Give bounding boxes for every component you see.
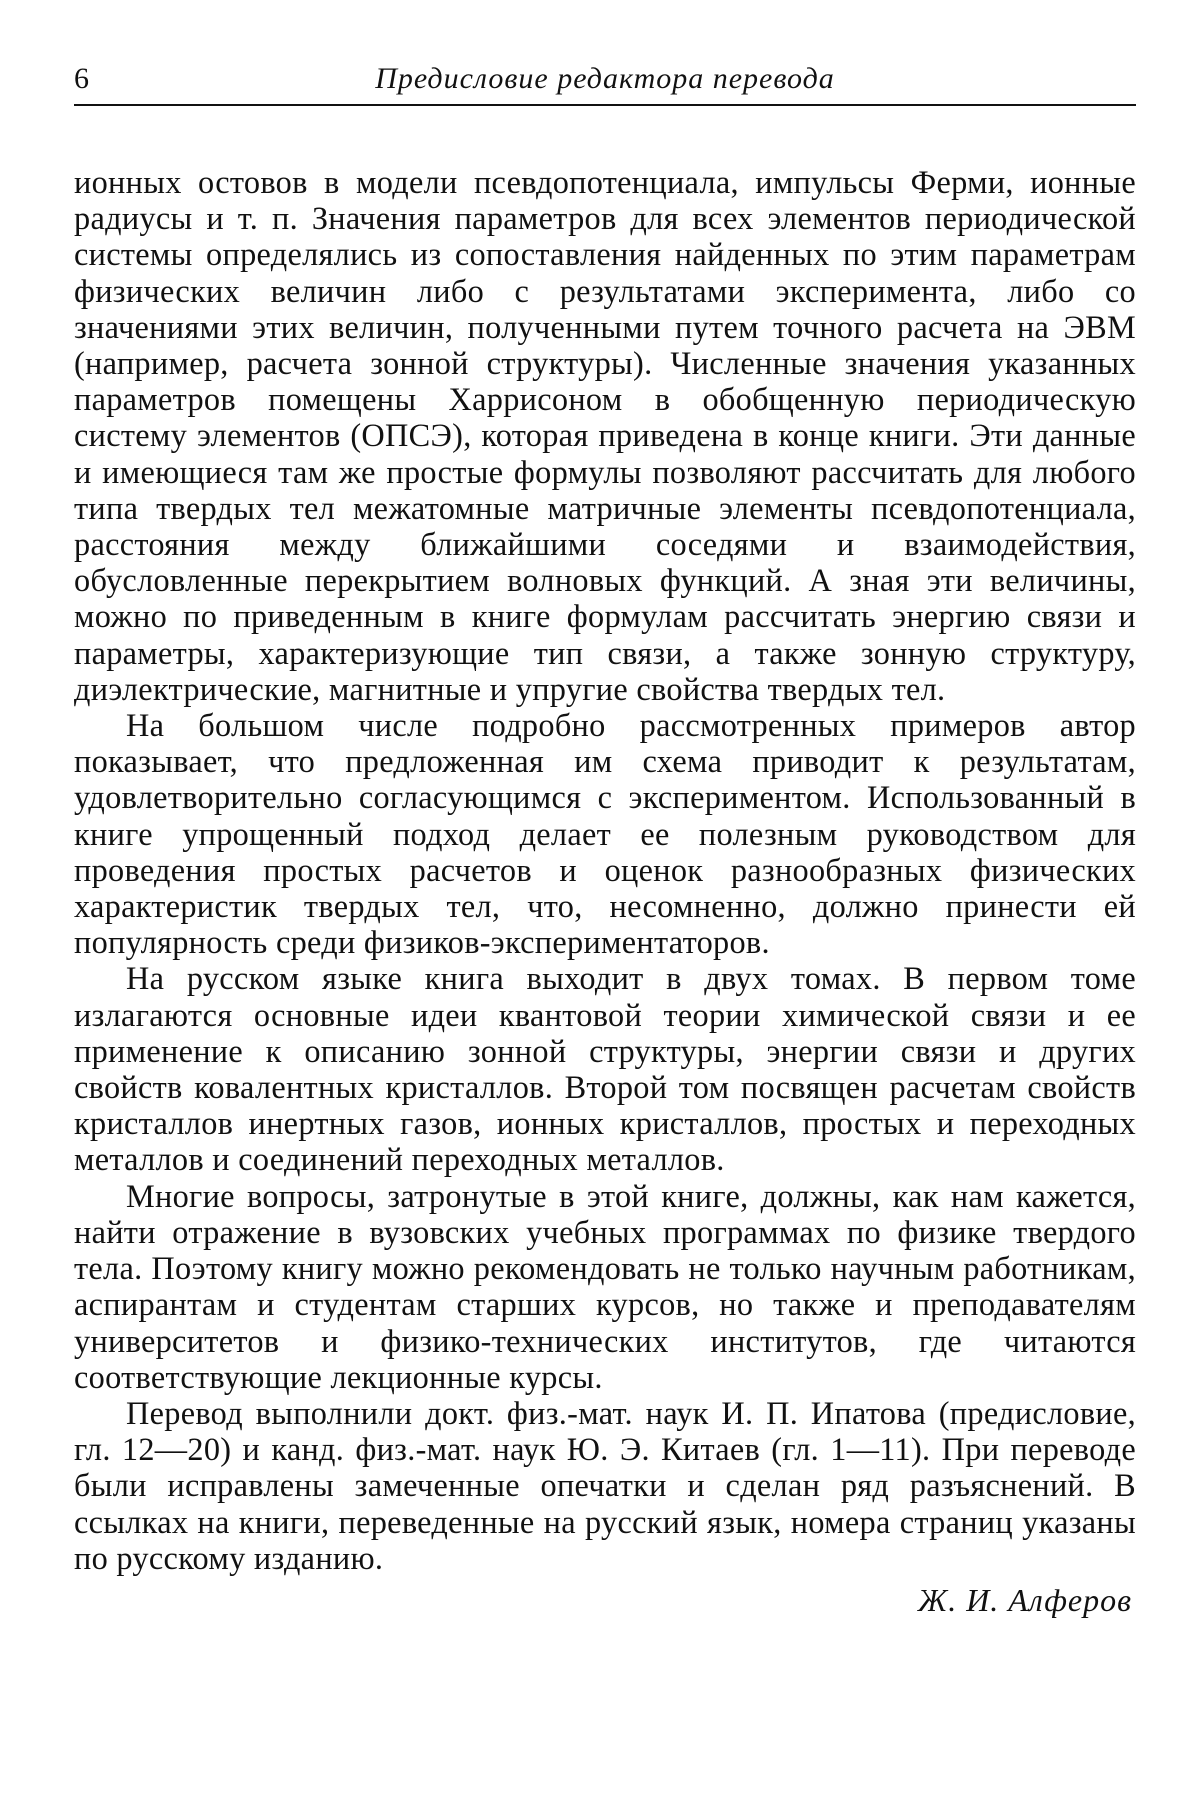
running-title: Предисловие редактора перевода <box>375 62 835 95</box>
editor-signature: Ж. И. Алферов <box>917 1581 1132 1618</box>
paragraph: Перевод выполнили докт. физ.-мат. наук И. П. Ипатова (предисловие, гл. 12—20) и канд. физ.-мат. наук Ю. Э. Китаев (гл. 1—11). При переводе были исправлены замеченные опечатки и сделан ряд разъяснений. В ссылках на книги, переведенные на русский язык, номера страниц указаны по русскому изданию. <box>74 1394 1136 1576</box>
body-text <box>74 164 1136 1576</box>
page-number: 6 <box>74 62 89 95</box>
paragraph-continuation: ионных остовов в модели псевдопотенциала, импульсы Ферми, ионные радиусы и т. п. Значения параметров для всех элементов периодической системы определялись из сопоставления найденных по этим параметрам физических величин либо с результатами эксперимента, либо со значениями этих величин, полученными путем точного расчета на ЭВМ (например, расчета зонной структуры). Численные значения указанных параметров помещены Харрисоном в обобщенную периодическую систему элементов (ОПСЭ), которая приведена в конце книги. Эти данные и имеющиеся там же простые формулы позволяют рассчитать для любого типа твердых тел межатомные матричные элементы псевдопотенциала, расстояния между ближайшими соседями и взаимодействия, обусловленные перекрытием волновых функций. А зная эти величины, можно по приведенным в книге формулам рассчитать энергию связи и параметры, характеризующие тип связи, а также зонную структуру, диэлектрические, магнитные и упругие свойства твердых тел. <box>74 164 1136 707</box>
page-header <box>74 56 1136 106</box>
paragraph: На большом числе подробно рассмотренных примеров автор показывает, что предложенная им схема приводит к результатам, удовлетворительно согласующимся с экспериментом. Использованный в книге упрощенный подход делает ее полезным руководством для проведения простых расчетов и оценок разнообразных физических характеристик твердых тел, что, несомненно, должно принести ей популярность среди физиков-экспериментаторов. <box>74 707 1136 961</box>
paragraph: На русском языке книга выходит в двух томах. В первом томе излагаются основные идеи квантовой теории химической связи и ее применение к описанию зонной структуры, энергии связи и других свойств ковалентных кристаллов. Второй том посвящен расчетам свойств кристаллов инертных газов, ионных кристаллов, простых и переходных металлов и соединений переходных металлов. <box>74 960 1136 1178</box>
page <box>74 56 1136 1619</box>
paragraph: Многие вопросы, затронутые в этой книге, должны, как нам кажется, найти отражение в вузовских учебных программах по физике твердого тела. Поэтому книгу можно рекомендовать не только научным работникам, аспирантам и студентам старших курсов, но также и преподавателям университетов и физико-технических институтов, где читаются соответствующие лекционные курсы. <box>74 1177 1136 1395</box>
